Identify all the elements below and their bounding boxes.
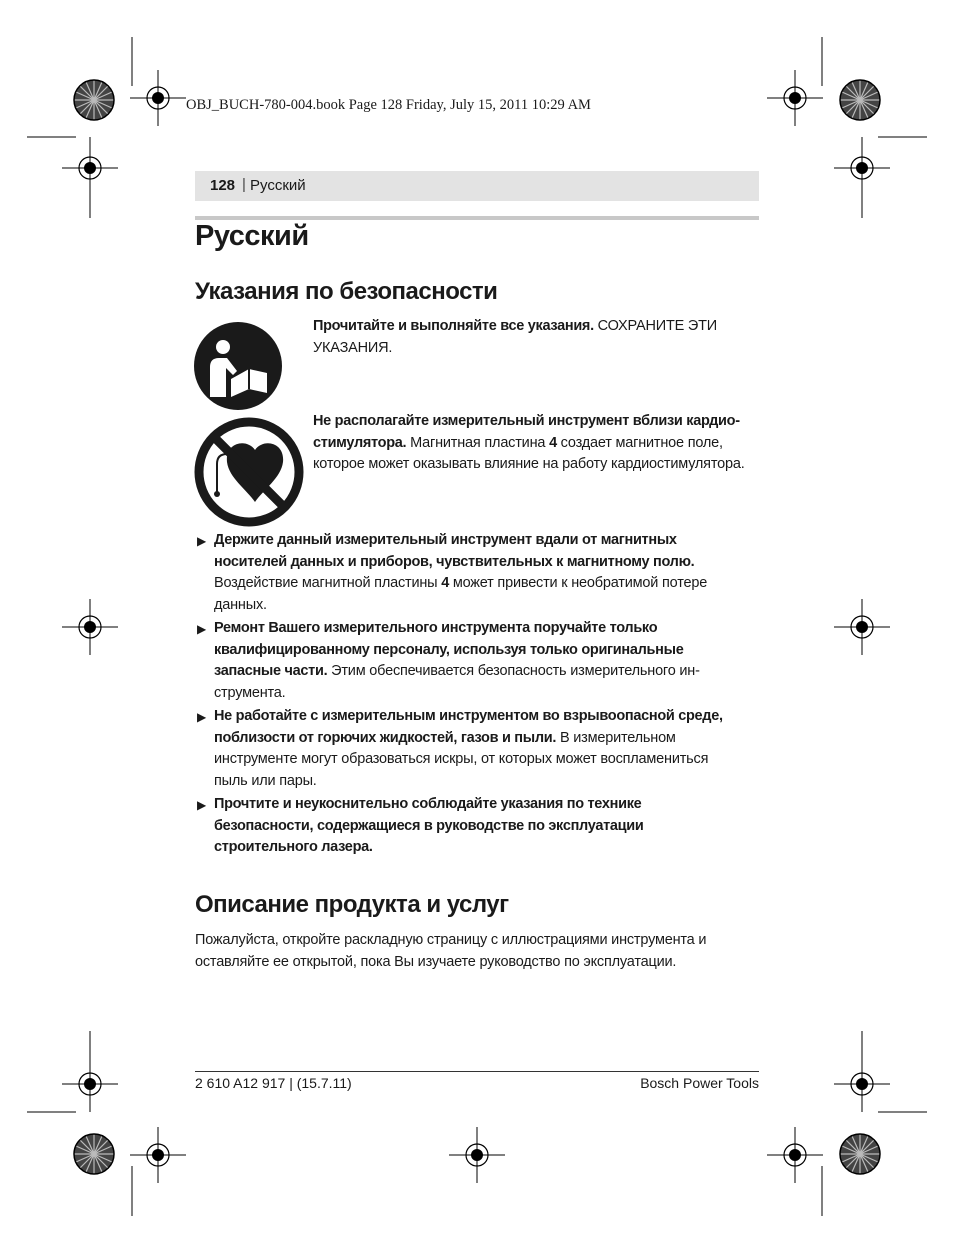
item3-text-c: пыль или пары. <box>214 772 317 789</box>
item3-text-a: В измерительном <box>556 729 676 746</box>
item2-bold-2: квалифицированному персоналу, используя только оригинальные <box>214 641 684 658</box>
item2-bold-3: запасные части. <box>214 663 328 679</box>
safety-heading: Указания по безопасности <box>195 278 498 305</box>
page-number: 128 <box>210 177 236 194</box>
footer-brand: Bosch Power Tools <box>640 1075 759 1091</box>
color-wheel-icon <box>838 78 882 122</box>
registration-mark-icon <box>60 597 120 657</box>
product-text-1: Пожалуйста, откройте раскладную страницу с иллюстрациями инструмента и <box>195 932 707 948</box>
pacemaker-bold-1: Не располагайте измерительный инструмент вблизи кардио- <box>313 413 740 429</box>
pacemaker-ref: 4 <box>549 434 557 451</box>
registration-mark-icon <box>447 1125 507 1185</box>
registration-mark-icon <box>60 138 120 198</box>
item1-text-c: данных. <box>214 596 267 613</box>
color-wheel-icon <box>72 1132 116 1176</box>
header-separator: | <box>242 176 246 193</box>
pacemaker-bold-2: стимулятора. <box>313 434 407 451</box>
registration-mark-icon <box>128 68 188 128</box>
read-bold: Прочитайте и выполняйте все указания. <box>313 318 594 334</box>
bullet-icon: ▶ <box>197 534 207 548</box>
read-rest-2: УКАЗАНИЯ. <box>313 339 393 356</box>
registration-mark-icon <box>60 1054 120 1114</box>
product-text-2: оставляйте ее открытой, пока Вы изучаете руководство по эксплуатации. <box>195 953 677 970</box>
bullet-icon: ▶ <box>197 622 207 636</box>
list-item <box>214 618 759 704</box>
item2-bold-1: Ремонт Вашего измерительного инструмента поручайте только <box>214 620 658 636</box>
registration-mark-icon <box>765 68 825 128</box>
list-item <box>214 794 759 859</box>
color-wheel-icon <box>838 1132 882 1176</box>
product-heading: Описание продукта и услуг <box>195 891 509 918</box>
read-instructions-text <box>313 316 759 359</box>
item1-bold-2: носителей данных и приборов, чувствительных к магнитному полю. <box>214 553 695 570</box>
header-language: Русский <box>250 177 306 194</box>
item2-text-a: Этим обеспечивается безопасность измерительного ин- <box>327 663 700 679</box>
pacemaker-text-2: которое может оказывать влияние на работу кардиостимулятора. <box>313 456 745 472</box>
registration-mark-icon <box>832 597 892 657</box>
read-rest-1: СОХРАНИТЕ ЭТИ <box>593 318 718 334</box>
pacemaker-text-1b: создает магнитное поле, <box>556 434 723 451</box>
product-text <box>195 930 759 973</box>
bullet-icon: ▶ <box>197 798 207 812</box>
color-wheel-icon <box>72 78 116 122</box>
item4-bold-3: строительного лазера. <box>214 839 373 855</box>
page-title: Русский <box>195 220 309 252</box>
item4-bold-1: Прочтите и неукоснительно соблюдайте указания по технике <box>214 796 642 812</box>
item1-ref: 4 <box>441 575 449 591</box>
item2-text-b: струмента. <box>214 684 286 701</box>
item1-text-a: Воздействие магнитной пластины <box>214 575 442 591</box>
registration-mark-icon <box>832 138 892 198</box>
list-item <box>214 530 759 616</box>
print-info: OBJ_BUCH-780-004.book Page 128 Friday, July 15, 2011 10:29 AM <box>186 97 591 113</box>
read-manual-icon <box>193 321 283 411</box>
item4-bold-2: безопасности, содержащиеся в руководстве по эксплуатации <box>214 817 644 834</box>
pacemaker-text-1a: Магнитная пластина <box>406 434 550 451</box>
registration-mark-icon <box>128 1125 188 1185</box>
pacemaker-warning-text <box>313 411 759 476</box>
item1-text-b: может привести к необратимой потере <box>448 575 708 591</box>
list-item <box>214 706 759 792</box>
no-pacemaker-icon <box>193 416 305 528</box>
registration-mark-icon <box>765 1125 825 1185</box>
item3-bold-2: поблизости от горючих жидкостей, газов и пыли. <box>214 729 557 746</box>
bullet-icon: ▶ <box>197 710 207 724</box>
item1-bold-1: Держите данный измерительный инструмент вдали от магнитных <box>214 532 677 548</box>
registration-mark-icon <box>832 1054 892 1114</box>
footer-rule <box>195 1071 759 1072</box>
footer-doc-number: 2 610 A12 917 | (15.7.11) <box>195 1075 352 1091</box>
item3-bold-1: Не работайте с измерительным инструментом во взрывоопасной среде, <box>214 708 723 724</box>
item3-text-b: инструменте могут образоваться искры, от которых может воспламениться <box>214 751 709 767</box>
